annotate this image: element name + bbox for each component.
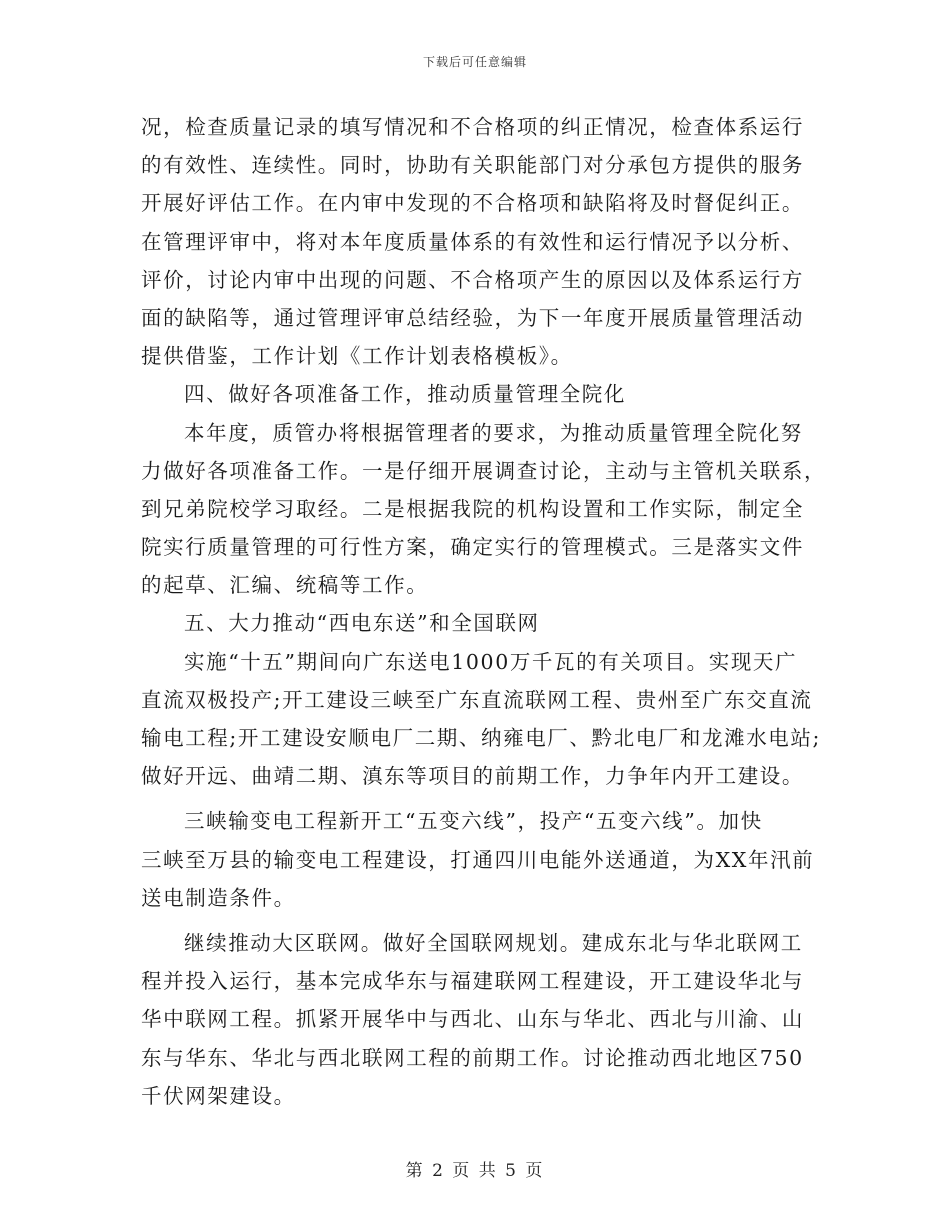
text-line: 院实行质量管理的可行性方案，确定实行的管理模式。三是落实文件 [141, 535, 804, 560]
text-line: 力做好各项准备工作。一是仔细开展调查讨论，主动与主管机关联系， [141, 458, 827, 483]
section-heading [141, 375, 821, 413]
paragraph [141, 108, 821, 375]
text-line: 做好开远、曲靖二期、滇东等项目的前期工作，力争年内开工建设。 [141, 764, 804, 789]
text-line: 况，检查质量记录的填写情况和不合格项的纠正情况，检查体系运行 [141, 115, 804, 139]
text-line: 本年度，质管办将根据管理者的要求，为推动质量管理全院化努 [184, 420, 803, 445]
text-line: 到兄弟院校学习取经。二是根据我院的机构设置和工作实际，制定全 [141, 496, 804, 521]
text-line: 继续推动大区联网。做好全国联网规划。建成东北与华北联网工 [184, 930, 803, 955]
text-line: 评价，讨论内审中出现的问题、不合格项产生的原因以及体系运行方 [141, 267, 804, 292]
text-line: 东与华东、华北与西北联网工程的前期工作。讨论推动西北地区750 [141, 1045, 804, 1070]
text-line: 开展好评估工作。在内审中发现的不合格项和缺陷将及时督促纠正。 [141, 191, 804, 216]
paragraph-spacer [141, 795, 821, 802]
text-line: 提供借鉴，工作计划《工作计划表格模板》。 [141, 344, 573, 369]
page-footer [0, 1156, 950, 1181]
text-line: 千伏网架建设。 [141, 1083, 296, 1108]
text-line: 的起草、汇编、统稿等工作。 [141, 573, 429, 598]
text-line: 在管理评审中，将对本年度质量体系的有效性和运行情况予以分析、 [141, 229, 804, 254]
paragraph [141, 643, 821, 796]
text-line: 华中联网工程。抓紧开展华中与西北、山东与华北、西北与川渝、山 [141, 1007, 804, 1032]
section-heading-text: 五、大力推动“西电东送”和全国联网 [184, 611, 540, 636]
text-line: 程并投入运行，基本完成华东与福建联网工程建设，开工建设华北与 [141, 969, 804, 994]
paragraph-spacer [141, 917, 821, 924]
section-heading-text: 四、做好各项准备工作，推动质量管理全院化 [184, 382, 626, 407]
text-line: 送电制造条件。 [141, 885, 296, 910]
paragraph [141, 414, 827, 605]
text-line: 输电工程;开工建设安顺电厂二期、纳雍电厂、黔北电厂和龙滩水电站; [141, 726, 822, 750]
header-note: 下载后可任意编辑 [422, 55, 527, 69]
page-number: 第 2 页 共 5 页 [405, 1161, 545, 1181]
text-line: 面的缺陷等，通过管理评审总结经验，为下一年度开展质量管理活动 [141, 305, 804, 330]
text-line: 的有效性、连续性。同时，协助有关职能部门对分承包方提供的服务 [141, 153, 804, 178]
paragraph [141, 924, 821, 1115]
section-heading [141, 604, 821, 642]
text-line: 实施“十五”期间向广东送电1000万千瓦的有关项目。实现天广 [184, 649, 798, 674]
text-line: 直流双极投产;开工建设三峡至广东直流联网工程、贵州至广东交直流 [141, 687, 813, 712]
document-body [141, 108, 827, 1115]
text-line: 三峡输变电工程新开工“五变六线”，投产“五变六线”。加快 [184, 809, 763, 834]
text-line: 三峡至万县的输变电工程建设，打通四川电能外送通道，为XX年汛前 [141, 847, 815, 872]
paragraph [141, 802, 821, 917]
